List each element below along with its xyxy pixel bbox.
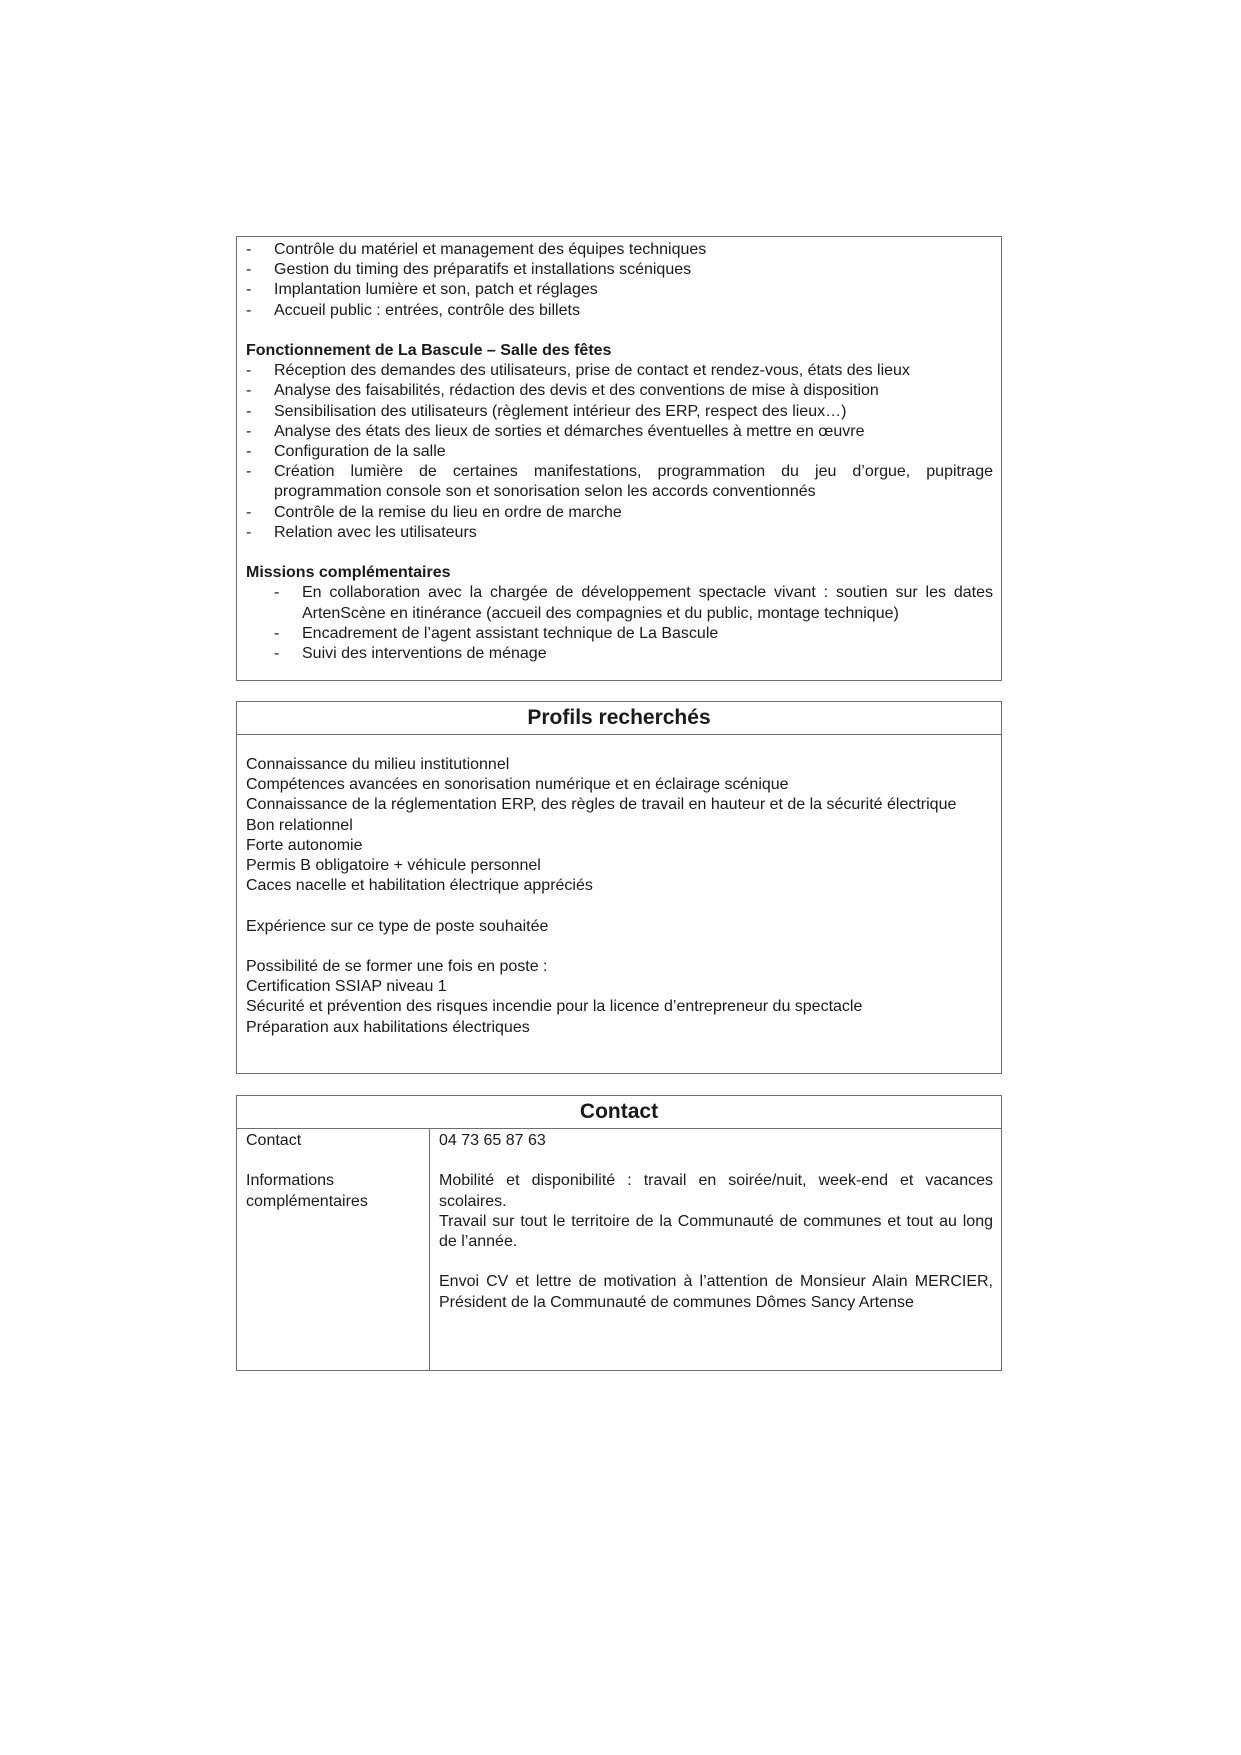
- training-line: Préparation aux habilitations électriques: [246, 1018, 530, 1036]
- list-item: - Implantation lumière et son, patch et réglages: [246, 280, 993, 300]
- skill-line: Bon relationnel: [246, 816, 353, 834]
- skill-line: Forte autonomie: [246, 836, 363, 854]
- profiles-body: [237, 735, 1001, 1038]
- list-item: - Sensibilisation des utilisateurs (règlement intérieur des ERP, respect des lieux…): [246, 402, 993, 422]
- application-paragraph: Envoi CV et lettre de motivation à l’attention de Monsieur Alain MERCIER, Président de la Communauté de communes Dômes Sancy Artense: [439, 1273, 993, 1311]
- list-item: - Accueil public : entrées, contrôle des billets: [246, 301, 993, 321]
- list-item: - Suivi des interventions de ménage: [274, 644, 993, 664]
- skill-line: Permis B obligatoire + véhicule personnel: [246, 857, 541, 875]
- missions-list: [246, 583, 993, 664]
- skill-line: Compétences avancées en sonorisation numérique et en éclairage scénique: [246, 776, 789, 794]
- intro-duties-list: [246, 240, 993, 321]
- training-intro: Possibilité de se former une fois en poste :: [246, 958, 548, 975]
- list-item: - Création lumière de certaines manifestations, programmation du jeu d’orgue, pupitrage programmation console son et sonorisation selon les accords conventionnés: [246, 462, 993, 502]
- list-item: - Configuration de la salle: [246, 442, 993, 462]
- info-paragraph: Travail sur tout le territoire de la Communauté de communes et tout au long de l’année.: [439, 1212, 993, 1250]
- profiles-section: [236, 701, 1002, 1074]
- contact-title: Contact: [237, 1096, 1001, 1129]
- contact-label: Contact: [246, 1132, 302, 1149]
- bascule-duties-list: [246, 361, 993, 543]
- list-item: - En collaboration avec la chargée de développement spectacle vivant : soutien sur les dates ArtenScène en itinérance (accueil des compagnies et du public, montage technique): [274, 583, 993, 623]
- skill-line: Caces nacelle et habilitation électrique appréciés: [246, 877, 593, 895]
- list-item: - Encadrement de l’agent assistant technique de La Bascule: [274, 624, 993, 644]
- duties-section: [236, 236, 1002, 681]
- list-item: - Réception des demandes des utilisateurs, prise de contact et rendez-vous, états des lieux: [246, 361, 993, 381]
- contact-section: [236, 1095, 1002, 1371]
- list-item: - Analyse des faisabilités, rédaction des devis et des conventions de mise à disposition: [246, 381, 993, 401]
- training-line: Sécurité et prévention des risques incendie pour la licence d’entrepreneur du spectacle: [246, 998, 863, 1016]
- bascule-heading: Fonctionnement de La Bascule – Salle des fêtes: [246, 342, 612, 359]
- phone-number: 04 73 65 87 63: [439, 1132, 546, 1149]
- skill-line: Connaissance de la réglementation ERP, des règles de travail en hauteur et de la sécurité électrique: [246, 796, 957, 814]
- contact-table: [237, 1129, 1001, 1371]
- training-line: Certification SSIAP niveau 1: [246, 978, 447, 996]
- list-item: - Contrôle de la remise du lieu en ordre de marche: [246, 503, 993, 523]
- contact-values-column: [430, 1129, 1001, 1371]
- list-item: - Relation avec les utilisateurs: [246, 523, 993, 543]
- list-item: - Gestion du timing des préparatifs et installations scéniques: [246, 260, 993, 280]
- profiles-title: Profils recherchés: [237, 702, 1001, 735]
- missions-heading: Missions complémentaires: [246, 564, 451, 582]
- info-label: Informations complémentaires: [246, 1172, 368, 1210]
- skill-line: Connaissance du milieu institutionnel: [246, 756, 510, 773]
- experience-line: Expérience sur ce type de poste souhaitée: [246, 917, 549, 935]
- contact-labels-column: [237, 1129, 430, 1371]
- list-item: - Analyse des états des lieux de sorties et démarches éventuelles à mettre en œuvre: [246, 422, 993, 442]
- list-item: - Contrôle du matériel et management des équipes techniques: [246, 240, 993, 260]
- info-paragraph: Mobilité et disponibilité : travail en soirée/nuit, week-end et vacances scolaires.: [439, 1172, 993, 1210]
